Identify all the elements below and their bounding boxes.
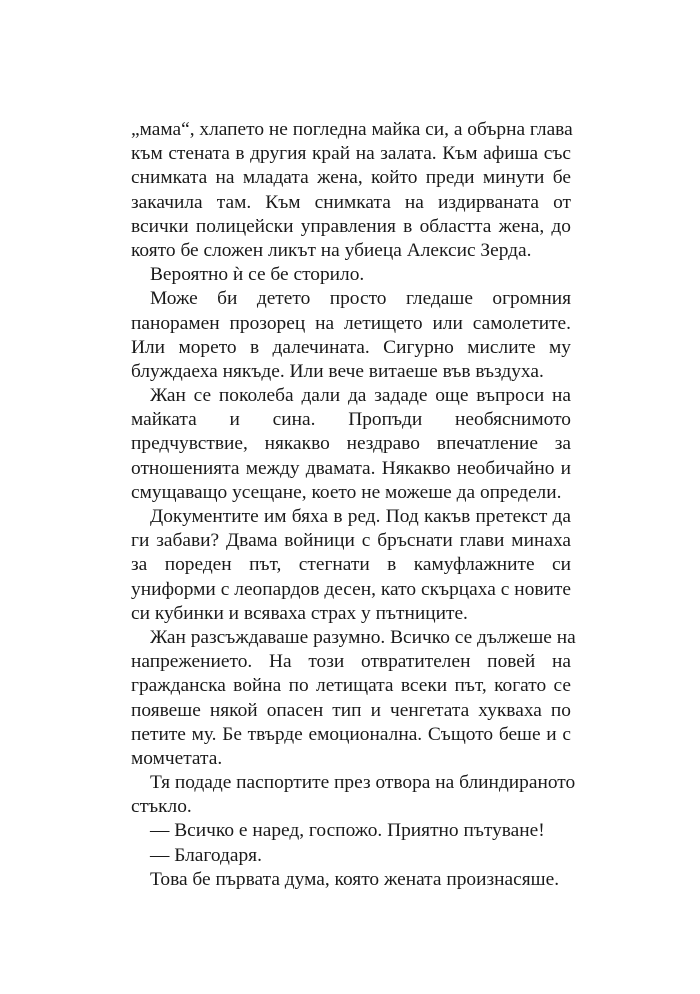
text-line: ги забави? Двама войници с бръснати глави минаха <box>131 530 571 552</box>
text-line: — Благодаря. <box>150 844 262 866</box>
text-line: „мама“, хлапето не погледна майка си, а обърна глава <box>131 119 573 140</box>
text-line: Жан разсъждаваше разумно. Всичко се дължеше на <box>150 626 576 648</box>
text-line: Може би детето просто гледаше огромния <box>150 288 571 310</box>
text-line: блуждаеха някъде. Или вече витаеше във въздуха. <box>131 360 544 382</box>
text-line: снимката на младата жена, който преди минути бе <box>131 167 571 189</box>
text-line: отношенията между двамата. Някакво необичайно и <box>131 457 571 479</box>
text-line: униформи с леопардов десен, като скърцаха с новите <box>131 578 571 600</box>
text-line: петите му. Бе твърде емоционална. Същото беше и с <box>131 723 571 745</box>
text-line: си кубинки и всяваха страх у пътниците. <box>131 602 468 624</box>
text-line: — Всичко е наред, госпожо. Приятно пътуване! <box>150 820 545 842</box>
page-text <box>131 118 576 892</box>
text-line: за пореден път, стегнати в камуфлажните си <box>131 554 571 576</box>
text-line: смущаващо усещане, което не можеше да определи. <box>131 481 562 503</box>
text-line: панорамен прозорец на летището или самолетите. <box>131 312 571 334</box>
text-line: напрежението. На този отвратителен повей на <box>131 651 571 673</box>
text-line: Тя подаде паспортите през отвора на блиндираното <box>150 772 576 794</box>
text-line: стъкло. <box>131 796 192 818</box>
text-line: всички полицейски управления в областта жена, до <box>131 215 571 237</box>
text-line: Документите им бяха в ред. Под какъв претекст да <box>150 506 571 527</box>
text-line: гражданска война по летищата всеки път, когато се <box>131 675 571 697</box>
text-line: майката и сина. Пропъди необяснимото <box>131 409 571 431</box>
text-line: предчувствие, някакво нездраво впечатление за <box>131 433 571 455</box>
text-line: закачила там. Към снимката на издирваната от <box>131 191 571 213</box>
text-line: към стената в другия край на залата. Към афиша със <box>131 143 571 165</box>
text-line: момчетата. <box>131 747 223 769</box>
text-line: която бе сложен ликът на убиеца Алексис Зерда. <box>131 239 532 261</box>
text-line: появеше някой опасен тип и ченгетата хукваха по <box>131 699 571 721</box>
text-line: Вероятно ѝ се бе сторило. <box>150 264 365 286</box>
text-line: Или морето в далечината. Сигурно мислите му <box>131 336 571 358</box>
text-line: Това бе първата дума, която жената произнасяше. <box>150 868 560 890</box>
text-line: Жан се поколеба дали да зададе още въпроси на <box>150 385 571 407</box>
